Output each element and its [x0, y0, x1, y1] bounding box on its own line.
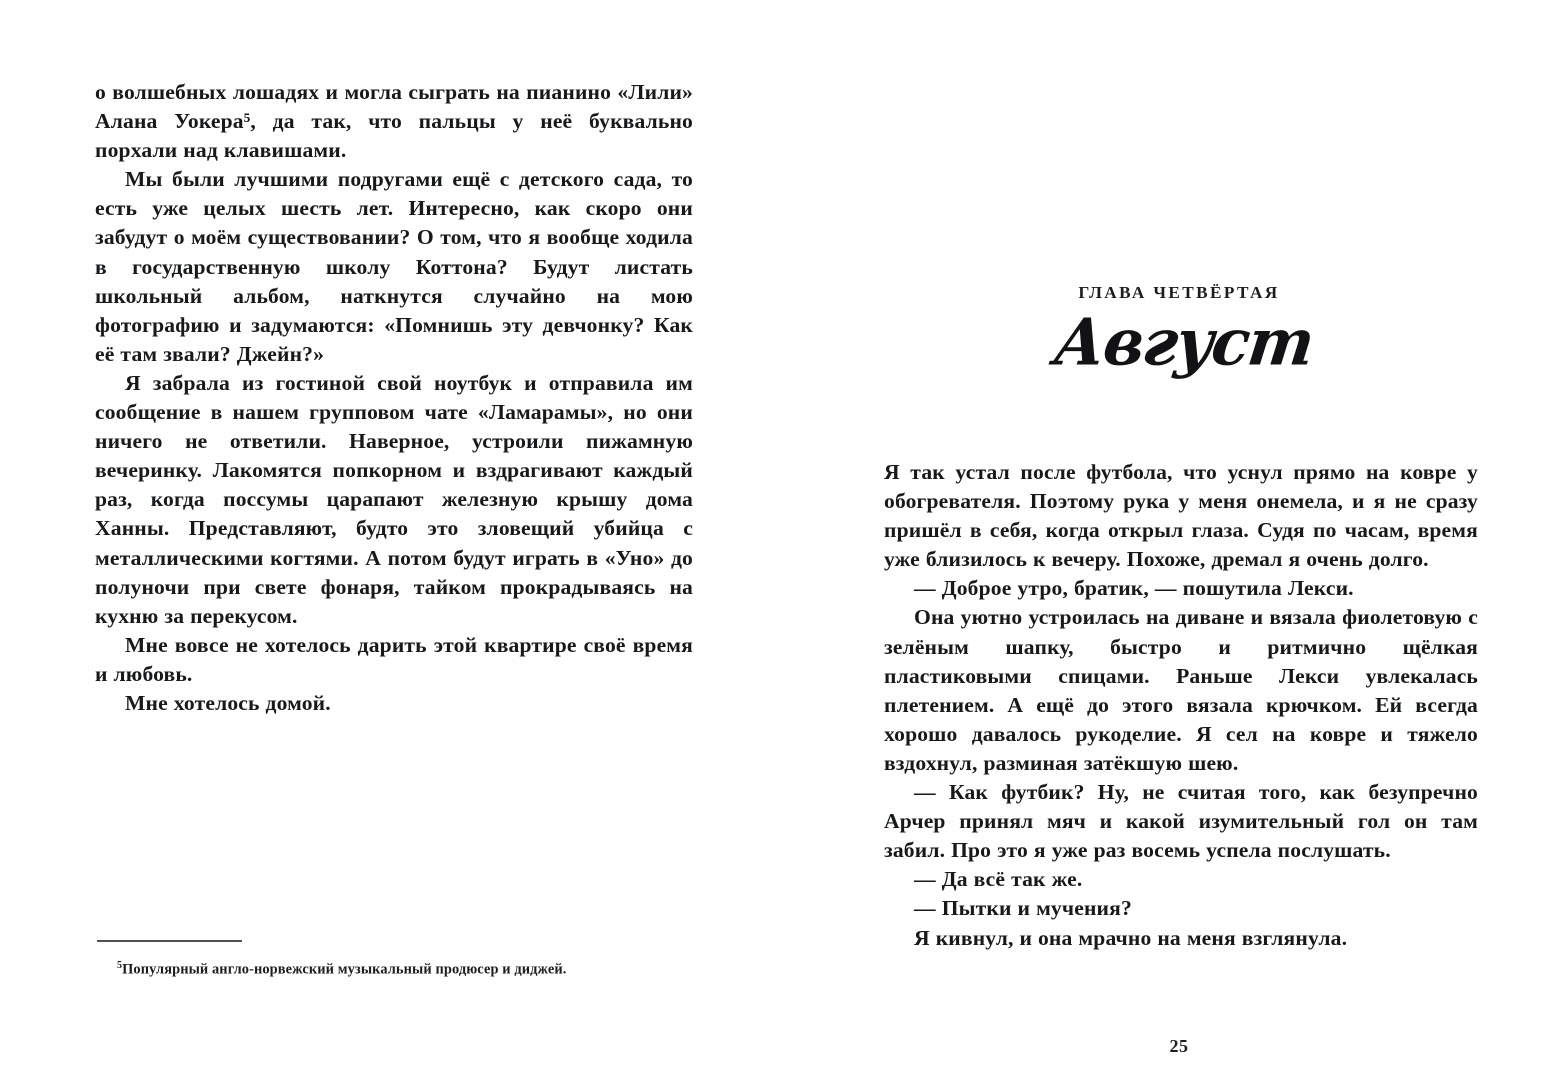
chapter-title: Август	[1050, 304, 1318, 380]
left-page-text-column	[95, 78, 693, 718]
paragraph: — Доброе утро, братик, — пошутила Лекси.	[914, 576, 1354, 601]
chapter-heading	[880, 283, 1478, 381]
footnote-block	[95, 940, 693, 980]
footnote-separator-rule	[97, 940, 242, 942]
paragraph: — Пытки и мучения?	[914, 896, 1132, 921]
chapter-label: ГЛАВА ЧЕТВЁРТАЯ	[1078, 283, 1280, 302]
paragraph: о волшебных лошадях и могла сыграть на пианино «Лили» Алана Уокера⁵, да так, что пальцы у неё буквально порхали над клавишами.	[95, 80, 693, 163]
paragraph: Я забрала из гостиной свой ноутбук и отправила им сообщение в нашем групповом чате «Ламарамы», но они ничего не ответили. Наверное, устроили пижамную вечеринку. Лакомятся попкорном и вздрагивают каждый раз, когда поссумы царапают железную крышу дома Ханны. Представляют, будто это зловещий убийца с металлическими когтями. А потом будут играть в «Уно» до полуночи при свете фонаря, тайком прокрадываясь на кухню за перекусом.	[95, 370, 693, 628]
footnote-body: Популярный англо-норвежский музыкальный продюсер и диджей.	[122, 961, 567, 978]
paragraph: — Как футбик? Ну, не считая того, как безупречно Арчер принял мяч и какой изумительный гол он там забил. Про это я уже раз восемь успела послушать.	[884, 780, 1478, 863]
paragraph: Мне хотелось домой.	[125, 690, 331, 715]
paragraph: Мне вовсе не хотелось дарить этой квартире своё время и любовь.	[95, 632, 693, 686]
paragraph: Она уютно устроилась на диване и вязала фиолетовую с зелёным шапку, быстро и ритмично щёлкая пластиковыми спицами. Раньше Лекси увлекалась плетением. А ещё до этого вязала крючком. Ей всегда хорошо давалось рукоделие. Я сел на ковре и тяжело вздохнул, разминая затёкшую шею.	[884, 605, 1478, 775]
footnote-marker: 5	[117, 960, 123, 971]
right-page-text-column	[884, 458, 1478, 953]
paragraph: — Да всё так же.	[914, 867, 1083, 892]
paragraph: Мы были лучшими подругами ещё с детского сада, то есть уже целых шесть лет. Интересно, как скоро они забудут о моём существовании? О том, что я вообще ходила в государственную школу Коттона? Будут листать школьный альбом, наткнутся случайно на мою фотографию и задумаются: «Помнишь эту девчонку? Как её там звали? Джейн?»	[95, 167, 693, 366]
paragraph: Я так устал после футбола, что уснул прямо на ковре у обогревателя. Поэтому рука у меня онемела, и я не сразу пришёл в себя, когда открыл глаза. Судя по часам, время уже близилось к вечеру. Похоже, дремал я очень долго.	[884, 460, 1478, 572]
footnote-text	[95, 956, 693, 980]
paragraph: Я кивнул, и она мрачно на меня взглянула.	[914, 925, 1348, 950]
page-number: 25	[1169, 1036, 1189, 1056]
